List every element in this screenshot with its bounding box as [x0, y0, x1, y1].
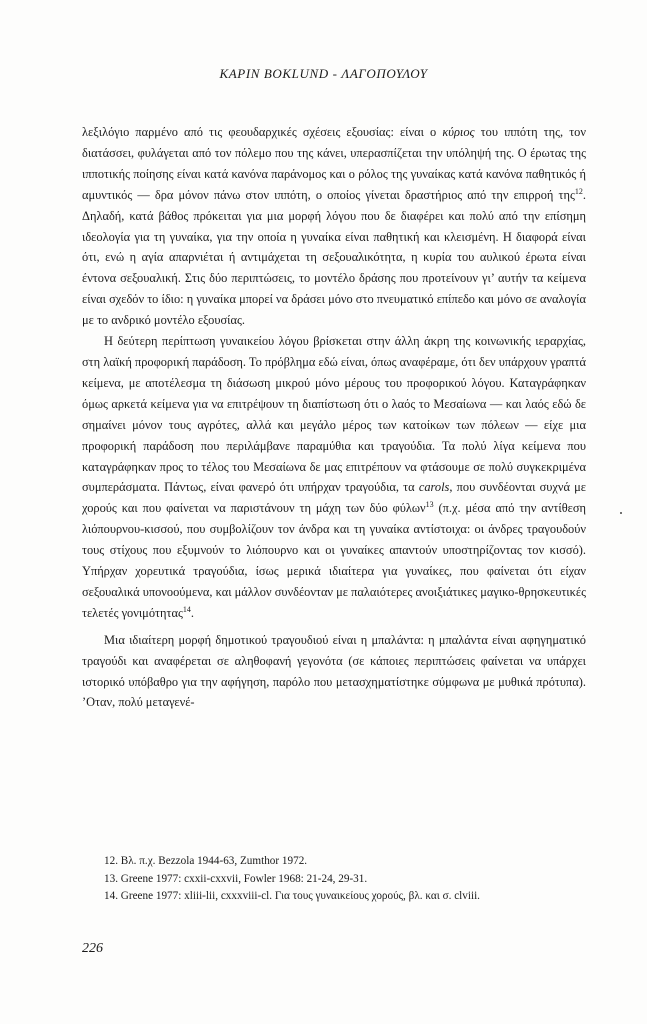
footnote-14: 14. Greene 1977: xliii-lii, cxxxviii-cl. Για τους γυναικείους χορούς, βλ. και σ. clviii.: [104, 890, 480, 902]
footnote-13: 13. Greene 1977: cxxii-cxxvii, Fowler 1968: 21-24, 29-31.: [104, 872, 368, 885]
page-number: 226: [82, 941, 103, 956]
paragraph-2: [82, 331, 586, 624]
paragraph-2-text-c: (π.χ. μέσα από την αντίθεση λιόπουρνου-κισσού, που συμβολίζουν τον άνδρα και τη γυναίκα αντίστοιχα: οι άνδρες τραγουδούν τους στίχους που εξυμνούν το λιόπουρνο και οι γυναίκες απαντούν υποστηρίζοντας τον κισσό). Υπήρχαν χορευτικά τραγούδια, ίσως μερικά ιδιαίτερα για γυναίκες, που φαίνεται ότι είχαν σεξουαλικά υπονοούμενα, και μάλλον συνδέονταν με παλαιότερες ανοιξιάτικες μαγικο-θρησκευτικές τελετές γονιμότητας: [82, 501, 586, 620]
paragraph-2-text-b: που συνδέονται συχνά με χορούς και που φαίνεται να παριστάνουν τη μάχη των δύο φύλων: [82, 480, 586, 516]
body-text: [82, 122, 586, 713]
running-title: ΚΑΡΙΝ BOKLUND - ΛΑΓΟΠΟΥΛΟΥ: [219, 66, 428, 81]
footnote-ref-13: 13: [425, 500, 434, 510]
paragraph-2-text-d: .: [190, 605, 194, 620]
paragraph-3: [82, 630, 586, 714]
emphasis-kyrios: κύριος: [442, 125, 475, 139]
footnote-12: 12. Βλ. π.χ. Bezzola 1944-63, Zumthor 1972.: [104, 855, 308, 867]
paragraph-3-text-a: Μια ιδιαίτερη μορφή δημοτικού τραγουδιού είναι η μπαλάντα: η μπαλάντα είναι αφηγηματικό τραγούδι και αναφέρεται σε αληθοφανή γεγονότα (σε κάποιες περιπτώσεις φαίνεται να υπάρχει ιστορικό υπόβαθρο για την αφήγηση, παρόλο που μετασχηματίστηκε σύμφωνα με μυθικά πρότυπα). ’Οταν, πολύ μεταγενέ-: [82, 632, 586, 710]
paragraph-1-text-a: λεξιλόγιο παρμένο από τις φεουδαρχικές σχέσεις εξουσίας: είναι ο: [82, 125, 443, 139]
paragraph-1-text-b: του ιππότη της, τον διατάσσει, φυλάγεται από τον πόλεμο που της κάνει, υπερασπίζεται την υπόληψή της. Ο έρωτας της ιπποτικής ποίησης είναι κατά κανόνα παράνομος και ο ρόλος της γυναίκας κατά κανόνα παθητικός ή αμυντικός — δρα μόνον πάνω στον ιππότη, ο οποίος γίνεται δραστήριος από την επιρροή της: [82, 125, 586, 202]
footnotes: [104, 853, 594, 906]
paragraph-1: [82, 122, 586, 331]
footnote-ref-14: 14: [182, 604, 191, 614]
paragraph-2-text-a: Η δεύτερη περίπτωση γυναικείου λόγου βρίσκεται στην άλλη άκρη της κοινωνικής ιεραρχίας, στη λαϊκή προφορική παράδοση. Το πρόβλημα εδώ είναι, όπως αναφέραμε, ότι δεν υπάρχουν γραπτά κείμενα, με αποτέλεσμα τη διάσωση μικρού μόνο μέρους του προφορικού λόγου. Καταγράφηκαν όμως αρκετά κείμενα για να επιτρέψουν τη διαπίστωση ότι ο λαός το Μεσαίωνα — και λαός εδώ δε σημαίνει μόνον τους αγρότες, αλλά και μεγάλο μέρος των κατοίκων των πόλεων — είχε μια προφορική παράδοση που περιλάμβανε παραμύθια και τραγούδια. Τα πολύ λίγα κείμενα που καταγράφηκαν προς το τέλος του Μεσαίωνα δε μας επιτρέπουν να φτάσουμε σε πολύ συγκεκριμένα συμπεράσματα. Πάντως, είναι φανερό ότι υπήρχαν τραγούδια, τα: [82, 334, 586, 495]
footnote-ref-12: 12: [574, 186, 583, 196]
print-speck: [620, 512, 622, 514]
paragraph-1-text-c: . Δηλαδή, κατά βάθος πρόκειται για μια μορφή λόγου που δε διαφέρει και πολύ από την επίσημη ιδεολογία για τη γυναίκα, για την οποία η γυναίκα είναι παθητική και κλεισμένη. Η διαφορά είναι ότι, ενώ η αγία απαρνιέται ή αντιμάχεται τη σεξουαλικότητα, η κυρία του αυλικού έρωτα είναι έντονα σεξουαλική. Στις δύο περιπτώσεις, το μοντέλο δράσης που προτείνουν γι’ αυτήν τα κείμενα είναι σχεδόν το ίδιο: η γυναίκα μπορεί να δράσει μόνο στο πνευματικό επίπεδο και μόνο σε αναλογία με το ανδρικό μοντέλο εξουσίας.: [82, 187, 586, 328]
emphasis-carols: carols,: [418, 480, 453, 495]
